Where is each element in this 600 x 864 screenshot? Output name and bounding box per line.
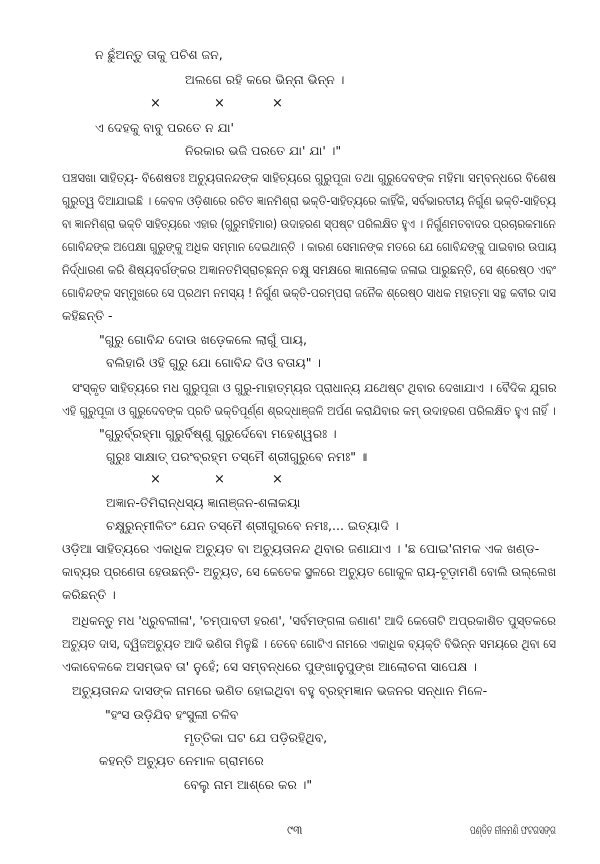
opening-verse-line: ନିରକାର ଭଜି ପରତେ ଯା' ଯା' ।" (185, 143, 342, 158)
paragraph-line: ଗୋବିନ୍ଦଙ୍କ ସମ୍ମୁଖରେ ସେ ପ୍ରଥମ ନମସ୍ୟ ! ନିର୍ଗୁଣ ଭକ୍ତି-ପରମ୍ପରା ଜନୈକ ଶ୍ରେଷ୍ଠ ସାଧକ ମହାତ୍ମା ସନ୍ଥ କବୀର ଦାସ (62, 285, 556, 300)
section-mark: × (150, 472, 161, 487)
section-mark: × (150, 96, 161, 111)
quote-line: ବଲିହାରି ଓହି ଗୁରୁ ଯୋ ଗୋବିନ୍ଦ ଦିଓ ବତାୟ" । (106, 355, 322, 370)
section-mark: × (272, 96, 283, 111)
opening-verse-line: ଏ ଦେହକୁ ବାବୁ ପରତେ ନ ଯା' (95, 120, 234, 135)
shloka-line: "ଗୁରୁର୍ବ୍ରହ୍ମା ଗୁରୁର୍ବିଷ୍ଣୁ ଗୁରୁର୍ଦେବୋ ମହେଶ୍ୱରଃ । (99, 426, 337, 441)
paragraph-line: କହିଛନ୍ତି - (62, 308, 113, 323)
quote-line: "ଗୁରୁ ଗୋବିନ୍ଦ ଦୋଉ ଖଡ଼େକଲେ ଲାଗୁଁ ପାୟ, (99, 332, 307, 347)
paragraph-line: ଅଧିକନ୍ତୁ ମଧ 'ଧ୍ରୁବଲୀଳା', 'ଚମ୍ପାବତୀ ହରଣ', 'ସର୍ବମଙ୍ଗଳା ଜଣାଣ' ଆଦି କେତୋଟି ଅପ୍ରକାଶିତ ପୁସ୍ତକରେ (72, 613, 557, 628)
section-mark: × (214, 96, 225, 111)
section-mark: × (272, 472, 283, 487)
shloka-line: ଅଜ୍ଞାନ-ତିମିରାନ୍ଧସ୍ୟ ଜ୍ଞାନାଞ୍ଜନ-ଶଳାକୟା (106, 495, 301, 510)
closing-verse-line: ମୃତ୍ତିକା ଘଟ ଯେ ପଡ଼ିରହିଥିବ, (184, 730, 328, 745)
closing-verse-line: ବେଲୁ ନାମ ଆଶ୍ରେ କର ।" (184, 777, 313, 792)
paragraph-line: ସଂସ୍କୃତ ସାହିତ୍ୟରେ ମଧ ଗୁରୁପୂଜା ଓ ଗୁରୁ-ମାହାତ୍ମ୍ୟର ପ୍ରାଧାନ୍ୟ ଯଥେଷ୍ଟ ଥିବାର ଦେଖାଯାଏ । ବୈଦିକ ଯୁଗର (72, 380, 557, 395)
opening-verse-line: ଅଲଗେ ରହି କରେ ଭିନ୍ନା ଭିନ୍ନ । (185, 72, 345, 87)
closing-verse-line: "ହଂସ ଉଡ଼ିଯିବ ହଂସୁଲୀ ଚଳିବ (105, 707, 239, 722)
shloka-line: ଗୁରୁଃ ସାକ୍ଷାତ୍ ପରଂବ୍ରହ୍ମ ତସ୍ମୈ ଶ୍ରୀଗୁରୁବେ ନମଃ" ॥ (106, 449, 368, 464)
paragraph-line: ଗୋବିନ୍ଦଙ୍କ ଅପେକ୍ଷା ଗୁରୁଙ୍କୁ ଅଧିକ ସମ୍ମାନ ଦେଇଥାନ୍ତି । କାରଣ ସେମାନଙ୍କ ମତରେ ଯେ ଗୋବିନ୍ଦଙ୍କୁ ପାଇବାର ଉପାୟ (62, 239, 557, 254)
closing-verse-line: କହନ୍ତି ଅଚ୍ୟୁତ ନେମାଳ ଗ୍ରାମରେ (99, 753, 264, 768)
paragraph-line: କାବ୍ୟର ପ୍ରଣେତା ହେଉଛନ୍ତି- ଅଚ୍ୟୁତ, ସେ କେତେକ ସ୍ଥଳରେ ଅଚ୍ୟୁତ ଗୋକୁଳ ରାୟ-ଚୂଡ଼ାମଣି ବୋଲି ଉଲ୍ଲେଖ (62, 564, 557, 579)
paragraph-line: ଏହି ଗୁରୁପୂଜା ଓ ଗୁରୁଦେବଙ୍କ ପ୍ରତି ଭକ୍ତିପୂର୍ଣ୍ଣ ଶ୍ରଦ୍ଧାଞ୍ଜଳି ଅର୍ପଣ କରାଯିବାର କମ୍ ଉଦାହରଣ ପରିଲକ୍ଷିତ ହୁଏ ନାହିଁ । (62, 403, 556, 418)
paragraph-line: କରିଛନ୍ତି । (62, 587, 116, 602)
paragraph-line: ଏକାବେଳକେ ଅସମ୍ଭବ ତା' ନୁହେଁ; ସେ ସମ୍ବନ୍ଧରେ ପୁଙ୍ଖାନୁପୁଙ୍ଖ ଆଲୋଚନା ସାପେକ୍ଷ । (62, 659, 477, 674)
running-title: ପଣ୍ଡିତ ନୀଳମଣି ଫଟଗସଙ୍ଗ (470, 823, 556, 837)
paragraph-line: ଅଚ୍ୟୁତ ଦାସ, ଦ୍ୱିଜଅଚ୍ୟୁତ ଆଦି ଭଣିତା ମିଳୁଛି । ତେବେ ଗୋଟିଏ ନାମରେ ଏକାଧିକ ବ୍ୟକ୍ତି ବିଭିନ୍ନ ସମୟରେ ଥିବା ସେ (62, 636, 556, 651)
paragraph-line: ଅଚ୍ୟୁତାନନ୍ଦ ଦାସଙ୍କ ନାମରେ ଭଣିତ ହୋଇଥିବା ବହୁ ବ୍ରହ୍ମଜ୍ଞାନ ଭଜନର ସନ୍ଧାନ ମିଳେ- (72, 683, 488, 698)
page-number: ୯୩ (287, 823, 303, 837)
paragraph-line: ଓଡ଼ିଆ ସାହିତ୍ୟରେ ଏକାଧିକ ଅଚ୍ୟୁତ ବା ଅଚ୍ୟୁତାନନ୍ଦ ଥିବାର ଜଣାଯାଏ । 'ଛ ପୋଇ'ନାମକ ଏକ ଖଣ୍ଡ- (62, 541, 540, 556)
shloka-line: ଚକ୍ଷୁରୁନ୍ମୀଳିତଂ ଯେନ ତସ୍ମୈ ଶ୍ରୀଗୁରବେ ନମଃ,... ଇତ୍ୟାଦି । (106, 518, 399, 533)
paragraph-line: ନିର୍ଦ୍ଧାରଣ କରି ଶିଷ୍ୟବର୍ଗଙ୍କର ଅଜ୍ଞାନତମିସ୍ରାଚ୍ଛନ୍ନ ଚକ୍ଷୁ ସମକ୍ଷରେ ଜ୍ଞାନାଲୋକ ଜଳାଇ ପାରୁଛନ୍ତି, ସେ ଶ୍ରେଷ୍ଠ ଏବଂ (62, 262, 556, 277)
section-mark: × (214, 472, 225, 487)
opening-verse-line: ନ ଛୁଁଅନ୍ତୁ ତାକୁ ପଚିଶ ଜନ, (95, 47, 223, 62)
paragraph-line: ପଞ୍ଚସଖା ସାହିତ୍ୟ- ବିଶେଷତଃ ଅଚ୍ୟୁତାନନ୍ଦଙ୍କ ସାହିତ୍ୟରେ ଗୁରୁପୂଜା ତଥା ଗୁରୁଦେବଙ୍କ ମହିମା ସମ୍ବନ୍ଧରେ ବିଶେଷ (62, 170, 557, 185)
paragraph-line: ଗୁରୁତ୍ୱ ଦିଆଯାଇଛି । କେବଳ ଓଡ଼ିଶାରେ ରଚିତ ଜ୍ଞାନମିଶ୍ରା ଭକ୍ତି-ସାହିତ୍ୟରେ କାହିଁକି, ସର୍ବଭାରତୀୟ ନିର୍ଗୁଣ ଭକ୍ତି-ସାହିତ୍ୟ (62, 193, 556, 208)
paragraph-line: ବା ଜ୍ଞାନମିଶ୍ରା ଭକ୍ତି ସାହିତ୍ୟରେ ଏହାର (ଗୁରୁମହିମାର) ଉଦାହରଣ ସ୍ପଷ୍ଟ ପରିଲକ୍ଷିତ ହୁଏ । ନିର୍ଗୁଣମତବାଦର ପ୍ରଚାରକମାନେ (62, 216, 556, 231)
